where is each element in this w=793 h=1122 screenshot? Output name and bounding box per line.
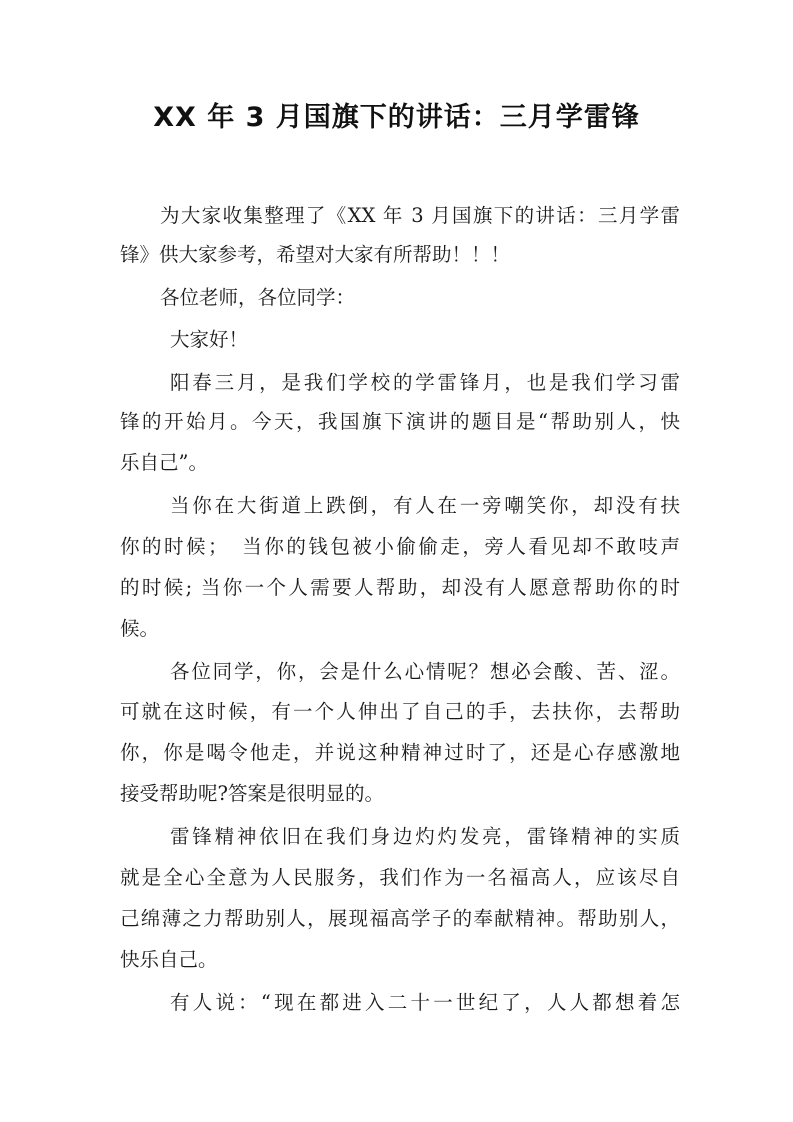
paragraph-intro-line-2: 锋》供大家参考，希望对大家有所帮助！！！: [120, 243, 511, 266]
paragraph-2-line-3: 的时候; 当你一个人需要人帮助，却没有人愿意帮助你的时: [120, 576, 680, 599]
paragraph-3-line-3: 你，你是喝令他走，并说这种精神过时了，还是心存感激地: [120, 741, 680, 764]
paragraph-3-line-2: 可就在这时候，有一个人伸出了自己的手，去扶你，去帮助: [120, 700, 680, 723]
salutation: 各位老师，各位同学：: [160, 286, 356, 309]
paragraph-2-line-4: 候。: [120, 617, 160, 640]
document-title: XX 年 3 月国旗下的讲话：三月学雷锋: [153, 102, 640, 133]
paragraph-4-line-4: 快乐自己。: [120, 948, 218, 971]
greeting: 大家好！: [170, 328, 249, 351]
paragraph-3-line-1: 各位同学，你，会是什么心情呢？想必会酸、苦、涩。: [170, 660, 680, 683]
paragraph-1-line-2: 锋的开始月。今天，我国旗下演讲的题目是“帮助别人，快: [120, 410, 680, 433]
paragraph-4-line-2: 就是全心全意为人民服务，我们作为一名福高人，应该尽自: [120, 866, 680, 889]
paragraph-1-line-3: 乐自己”。: [120, 451, 208, 474]
paragraph-2-line-2: 你的时候； 当你的钱包被小偷偷走，旁人看见却不敢吱声: [120, 535, 680, 558]
paragraph-4-line-3: 己绵薄之力帮助别人，展现福高学子的奉献精神。帮助别人，: [120, 907, 680, 930]
paragraph-1-line-1: 阳春三月，是我们学校的学雷锋月，也是我们学习雷: [170, 371, 680, 394]
paragraph-5-line-1: 有人说：“现在都进入二十一世纪了，人人都想着怎: [170, 991, 680, 1014]
paragraph-4-line-1: 雷锋精神依旧在我们身边灼灼发亮，雷锋精神的实质: [170, 825, 680, 848]
paragraph-2-line-1: 当你在大街道上跌倒，有人在一旁嘲笑你，却没有扶: [170, 494, 680, 517]
paragraph-intro-line-1: 为大家收集整理了《XX 年 3 月国旗下的讲话：三月学雷: [160, 204, 680, 227]
paragraph-3-line-4: 接受帮助呢?答案是很明显的。: [120, 782, 384, 805]
